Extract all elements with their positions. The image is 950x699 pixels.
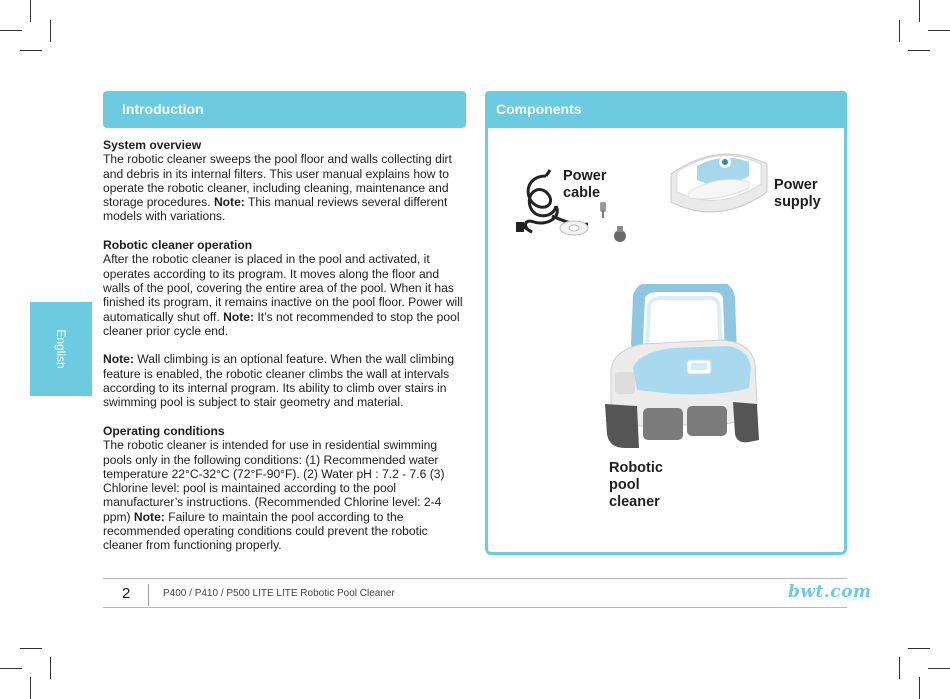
footer-title: P400 / P410 / P500 LITE LITE Robotic Pool Cleaner <box>163 588 395 599</box>
crop-mark <box>919 0 920 22</box>
note-text: This manual reviews several different models with variations. <box>103 195 448 224</box>
crop-mark <box>0 30 22 31</box>
note-text: Failure to maintain the pool according to the recommended operating conditions could prevent the robotic cleaner from functioning properly. <box>103 509 428 553</box>
power-supply-label-line: Power <box>774 177 818 193</box>
crop-mark <box>20 50 42 51</box>
language-tab <box>30 302 92 396</box>
brand-logo: bwt.com <box>788 582 872 602</box>
robotic-cleaner-label-line: cleaner <box>609 494 660 510</box>
note-label: Note: <box>223 309 255 324</box>
power-cable-label <box>563 168 607 202</box>
robotic-cleaner-label-line: Robotic <box>609 460 663 476</box>
footer-divider <box>148 584 149 606</box>
crop-mark <box>50 20 51 42</box>
power-cable-label-line: cable <box>563 185 601 201</box>
power-supply-label <box>774 177 821 211</box>
crop-mark <box>30 677 31 699</box>
power-supply-label-line: supply <box>774 194 821 210</box>
note-label: Note: <box>103 352 134 367</box>
robotic-cleaner-image <box>603 284 765 460</box>
section-heading: Robotic cleaner operation <box>103 238 253 253</box>
section-heading: Operating conditions <box>103 423 225 438</box>
section-operating-conditions <box>103 424 468 553</box>
crop-mark <box>919 677 920 699</box>
crop-mark <box>899 657 900 679</box>
robotic-cleaner-label-line: pool <box>609 477 640 493</box>
section-text: After the robotic cleaner is placed in the pool and activated, it operates according to its program. It moves along the floor and walls of the pool, covering the entire area of the pool. When it has finished its program, it remains inactive on the pool floor. Power will automatically shut off. <box>103 252 463 324</box>
crop-mark <box>908 50 930 51</box>
crop-mark <box>928 30 950 31</box>
section-robotic-cleaner-operation <box>103 238 468 338</box>
section-system-overview <box>103 138 468 224</box>
power-supply-image <box>663 144 775 224</box>
components-panel <box>485 91 847 555</box>
crop-mark <box>908 648 930 649</box>
footer-rule-bottom <box>103 607 847 608</box>
crop-mark <box>50 657 51 679</box>
language-label: English <box>54 329 68 369</box>
section-text: The robotic cleaner is intended for use in residential swimming pools only in the following conditions: (1) Recommended water temperature 22°C-32°C (72°F-90°F). (2) Water pH : 7.2 - 7.6 (3) Chlorine level: pool is maintained according to the pool manufacturer’s instructions. (Recommended Chlorine level: 2-4 ppm) <box>103 438 445 524</box>
page-number: 2 <box>122 585 131 602</box>
note-label: Note: <box>133 509 165 524</box>
crop-mark <box>899 20 900 42</box>
introduction-header: Introduction <box>103 91 466 128</box>
components-header: Components <box>485 91 847 128</box>
section-text: The robotic cleaner sweeps the pool floor and walls collecting dirt and debris in its internal filters. This user manual explains how to operate the robotic cleaner, including cleaning, maintenance and storage procedures. <box>103 152 452 210</box>
section-heading: System overview <box>103 138 202 152</box>
power-cable-label-line: Power <box>563 168 607 184</box>
note-text: Wall climbing is an optional feature. When the wall climbing feature is enabled, the robotic cleaner climbs the wall at intervals according to its internal program. Its ability to climb over stairs in swimming pool is subject to stair geometry and material. <box>103 352 455 410</box>
introduction-body <box>103 138 468 567</box>
footer-rule-top <box>103 578 847 579</box>
note-text: It’s not recommended to stop the pool cleaner prior cycle end. <box>103 309 460 338</box>
section-wall-climbing-note <box>103 352 468 409</box>
note-label: Note: <box>213 195 245 210</box>
crop-mark <box>20 648 42 649</box>
crop-mark <box>928 668 950 669</box>
robotic-cleaner-label <box>609 460 663 511</box>
crop-mark <box>30 0 31 22</box>
crop-mark <box>0 668 22 669</box>
